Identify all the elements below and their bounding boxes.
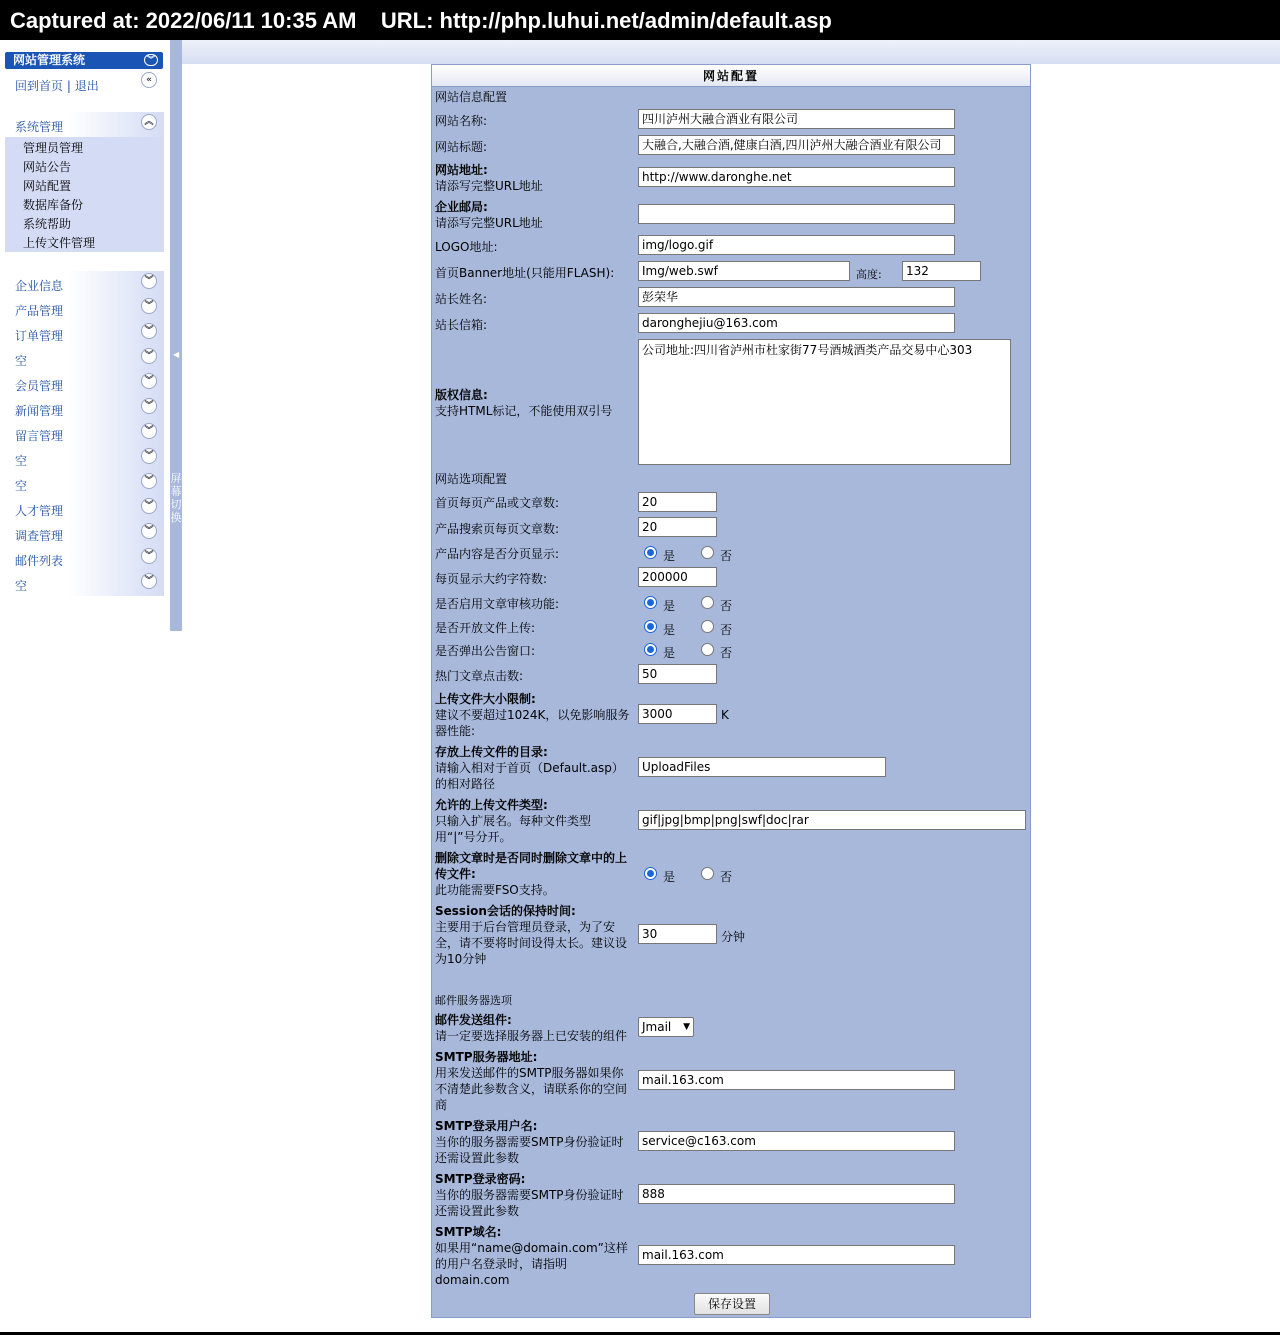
audit-no-text: 否 [720, 599, 733, 613]
sidebar [0, 40, 170, 600]
chevron-down-icon[interactable]: ︾ [141, 398, 157, 414]
group-item[interactable] [5, 321, 164, 346]
copyright-label: 版权信息: [435, 388, 488, 402]
site-url-label-block [435, 162, 631, 194]
file-types-input[interactable]: gif|jpg|bmp|png|swf|doc|rar [638, 810, 1026, 830]
upload-limit-hint: 建议不要超过1024K，以免影响服务器性能: [435, 708, 630, 738]
brand-bar [5, 52, 163, 69]
chevron-down-icon[interactable]: ︾ [141, 323, 157, 339]
height-label: 高度: [856, 268, 882, 281]
menu-admin-manage[interactable]: 管理员管理 [23, 141, 84, 155]
smtp-pass-input[interactable]: 888 [638, 1184, 955, 1204]
logo-input[interactable]: img/logo.gif [638, 235, 955, 255]
owner-mail-label: 站长信箱: [435, 318, 488, 332]
chevron-down-icon[interactable]: ︾ [141, 423, 157, 439]
upload-yes-radio[interactable] [644, 620, 657, 633]
group-label: 人才管理 [15, 504, 64, 518]
group-label: 空 [15, 454, 28, 468]
audit-yes-text: 是 [663, 599, 676, 613]
chevron-down-icon[interactable]: ︾ [141, 348, 157, 364]
chevron-down-icon[interactable]: ︾ [141, 473, 157, 489]
group-item[interactable] [5, 571, 164, 596]
popup-label: 是否弹出公告窗口: [435, 644, 536, 658]
smtp-server-label: SMTP服务器地址: [435, 1050, 538, 1064]
group-item[interactable] [5, 346, 164, 371]
chevron-down-icon[interactable]: ︾ [141, 298, 157, 314]
group-item[interactable] [5, 271, 164, 296]
chevron-down-icon[interactable]: ︾ [141, 498, 157, 514]
chevron-down-icon[interactable]: ︾ [141, 548, 157, 564]
popup-yes-radio[interactable] [644, 643, 657, 656]
group-label: 调查管理 [15, 529, 64, 543]
menu-db-backup[interactable]: 数据库备份 [23, 198, 84, 212]
logout-link[interactable]: 退出 [74, 79, 99, 93]
site-name-label: 网站名称: [435, 114, 488, 128]
home-link[interactable]: 回到首页 [15, 79, 64, 93]
popup-yes-text: 是 [663, 646, 676, 660]
group-item[interactable] [5, 496, 164, 521]
chevron-up-icon[interactable]: ︽ [141, 114, 157, 130]
paging-no-text: 否 [720, 549, 733, 563]
smtp-pass-hint: 当你的服务器需要SMTP身份验证时还需设置此参数 [435, 1188, 624, 1218]
smtp-domain-label: SMTP域名: [435, 1225, 502, 1239]
menu-sys-help[interactable]: 系统帮助 [23, 217, 72, 231]
audit-yes-radio[interactable] [644, 596, 657, 609]
chevron-down-icon[interactable]: ︾ [144, 54, 158, 66]
panel-title: 网站配置 [432, 65, 1030, 87]
group-label: 订单管理 [15, 329, 64, 343]
banner-input[interactable]: Img/web.swf [638, 261, 850, 281]
paging-yes-text: 是 [663, 549, 676, 563]
save-button[interactable]: 保存设置 [694, 1293, 770, 1315]
search-per-page-input[interactable]: 20 [638, 517, 717, 537]
upload-no-radio[interactable] [701, 620, 714, 633]
smtp-server-label-block [435, 1049, 631, 1113]
brand-title: 网站管理系统 [13, 53, 86, 67]
copyright-textarea[interactable]: 公司地址:四川省泸州市杜家街77号酒城酒类产品交易中心303 [638, 339, 1011, 465]
group-item[interactable] [5, 471, 164, 496]
session-hint: 主要用于后台管理员登录，为了安全，请不要将时间设得太长。建议设为10分钟 [435, 920, 628, 966]
chevron-down-icon[interactable]: ︾ [141, 448, 157, 464]
group-label: 企业信息 [15, 279, 64, 293]
max-chars-label: 每页显示大约字符数: [435, 572, 548, 586]
delete-no-text: 否 [720, 870, 733, 884]
group-item[interactable] [5, 421, 164, 446]
email-label-block [435, 199, 631, 231]
delete-yes-radio[interactable] [644, 867, 657, 880]
group-label: 会员管理 [15, 379, 64, 393]
screen-toggle-bar[interactable] [170, 40, 182, 631]
upload-yes-text: 是 [663, 623, 676, 637]
link-separator: | [66, 79, 71, 93]
audit-no-radio[interactable] [701, 596, 714, 609]
group-label: 空 [15, 354, 28, 368]
chevron-down-icon: ▼ [683, 1022, 690, 1032]
mail-comp-value: Jmail [642, 1020, 672, 1034]
chevron-down-icon[interactable]: ︾ [141, 273, 157, 289]
paging-no-radio[interactable] [701, 546, 714, 559]
group-system[interactable] [5, 112, 164, 137]
file-types-hint: 只输入扩展名。每种文件类型用“|”号分开。 [435, 814, 592, 844]
upload-no-text: 否 [720, 623, 733, 637]
session-label-block [435, 903, 631, 967]
group-item[interactable] [5, 546, 164, 571]
upload-limit-label: 上传文件大小限制: [435, 692, 536, 706]
section-info: 网站信息配置 [435, 90, 508, 104]
chevron-up-icon[interactable]: « [141, 72, 157, 88]
group-item[interactable] [5, 446, 164, 471]
email-input[interactable] [638, 204, 955, 224]
session-unit: 分钟 [721, 930, 746, 944]
per-page-input[interactable]: 20 [638, 492, 717, 512]
owner-input[interactable]: 彭荣华 [638, 287, 955, 307]
chevron-down-icon[interactable]: ︾ [141, 373, 157, 389]
banner-label: 首页Banner地址(只能用FLASH): [435, 266, 615, 280]
group-label: 邮件列表 [15, 554, 64, 568]
site-title-input[interactable]: 大融合,大融合酒,健康白酒,四川泸州大融合酒业有限公司 [638, 135, 955, 155]
delete-yes-text: 是 [663, 870, 676, 884]
group-item[interactable] [5, 521, 164, 546]
smtp-domain-hint: 如果用“name@domain.com”这样的用户名登录时，请指明domain.com [435, 1241, 628, 1287]
smtp-user-input[interactable]: service@c163.com [638, 1131, 955, 1151]
upload-open-label: 是否开放文件上传: [435, 621, 536, 635]
smtp-domain-label-block [435, 1224, 631, 1288]
paging-yes-radio[interactable] [644, 546, 657, 559]
delete-files-label-block [435, 850, 631, 898]
group-label: 新闻管理 [15, 404, 64, 418]
site-url-input[interactable]: http://www.daronghe.net [638, 167, 955, 187]
group-label: 空 [15, 479, 28, 493]
smtp-user-label: SMTP登录用户名: [435, 1119, 538, 1133]
mail-comp-hint: 请一定要选择服务器上已安装的组件 [435, 1029, 628, 1043]
upload-limit-label-block [435, 691, 631, 739]
capture-banner: Captured at: 2022/06/11 10:35 AM URL: http://php.luhui.net/admin/default.asp [0, 0, 1280, 40]
site-name-input[interactable]: 四川泸州大融合酒业有限公司 [638, 109, 955, 129]
email-label: 企业邮局: [435, 200, 488, 214]
session-label: Session会话的保持时间: [435, 904, 576, 918]
site-title-label: 网站标题: [435, 140, 488, 154]
paging-label: 产品内容是否分页显示: [435, 547, 560, 561]
menu-site-notice[interactable]: 网站公告 [23, 160, 72, 174]
group-item[interactable] [5, 396, 164, 421]
upload-dir-input[interactable]: UploadFiles [638, 757, 886, 777]
top-links [15, 77, 99, 94]
per-page-label: 首页每页产品或文章数: [435, 496, 560, 510]
email-hint: 请添写完整URL地址 [435, 216, 543, 230]
delete-files-label: 删除文章时是否同时删除文章中的上传文件: [435, 851, 628, 881]
popup-no-radio[interactable] [701, 643, 714, 656]
group-label: 系统管理 [15, 120, 64, 134]
group-label: 产品管理 [15, 304, 64, 318]
upload-limit-input[interactable]: 3000 [638, 704, 717, 724]
file-types-label-block [435, 797, 631, 845]
group-item[interactable] [5, 296, 164, 321]
owner-label: 站长姓名: [435, 292, 488, 306]
copyright-hint: 支持HTML标记，不能使用双引号 [435, 404, 613, 418]
delete-no-radio[interactable] [701, 867, 714, 880]
hot-clicks-label: 热门文章点击数: [435, 669, 524, 683]
chevron-down-icon[interactable]: ︾ [141, 523, 157, 539]
upload-dir-label-block [435, 744, 631, 792]
smtp-server-hint: 用来发送邮件的SMTP服务器如果你不清楚此参数含义，请联系你的空间商 [435, 1066, 628, 1112]
logo-label: LOGO地址: [435, 240, 498, 254]
menu-site-config[interactable]: 网站配置 [23, 179, 72, 193]
section-options: 网站选项配置 [435, 472, 508, 486]
screen-toggle-label: 屏幕切换 [170, 472, 182, 524]
smtp-pass-label: SMTP登录密码: [435, 1172, 526, 1186]
smtp-pass-label-block [435, 1171, 631, 1219]
upload-dir-label: 存放上传文件的目录: [435, 745, 548, 759]
config-panel [431, 64, 1031, 1318]
mail-comp-label: 邮件发送组件: [435, 1013, 512, 1027]
owner-mail-input[interactable]: daronghejiu@163.com [638, 313, 955, 333]
copyright-label-block [435, 387, 631, 419]
hot-clicks-input[interactable]: 50 [638, 664, 717, 684]
upload-dir-hint: 请输入相对于首页（Default.asp）的相对路径 [435, 761, 624, 791]
upload-unit: K [721, 708, 729, 722]
file-types-label: 允许的上传文件类型: [435, 798, 548, 812]
mail-comp-select[interactable] [638, 1017, 694, 1037]
session-input[interactable]: 30 [638, 924, 717, 944]
top-strip [182, 40, 1280, 64]
site-url-hint: 请添写完整URL地址 [435, 179, 543, 193]
site-url-label: 网站地址: [435, 163, 488, 177]
search-per-page-label: 产品搜索页每页文章数: [435, 522, 560, 536]
menu-upload-manage[interactable]: 上传文件管理 [23, 236, 96, 250]
arrow-left-icon[interactable]: ◀ [173, 350, 180, 359]
group-item[interactable] [5, 371, 164, 396]
smtp-server-input[interactable]: mail.163.com [638, 1070, 955, 1090]
height-input[interactable]: 132 [902, 261, 981, 281]
max-chars-input[interactable]: 200000 [638, 567, 717, 587]
smtp-domain-input[interactable]: mail.163.com [638, 1245, 955, 1265]
popup-no-text: 否 [720, 646, 733, 660]
group-label: 空 [15, 579, 28, 593]
audit-label: 是否启用文章审核功能: [435, 597, 560, 611]
delete-files-hint: 此功能需要FSO支持。 [435, 883, 555, 897]
group-label: 留言管理 [15, 429, 64, 443]
smtp-user-label-block [435, 1118, 631, 1166]
section-mail: 邮件服务器选项 [435, 994, 512, 1007]
mail-comp-label-block [435, 1012, 631, 1044]
smtp-user-hint: 当你的服务器需要SMTP身份验证时还需设置此参数 [435, 1135, 624, 1165]
chevron-down-icon[interactable]: ︾ [141, 573, 157, 589]
